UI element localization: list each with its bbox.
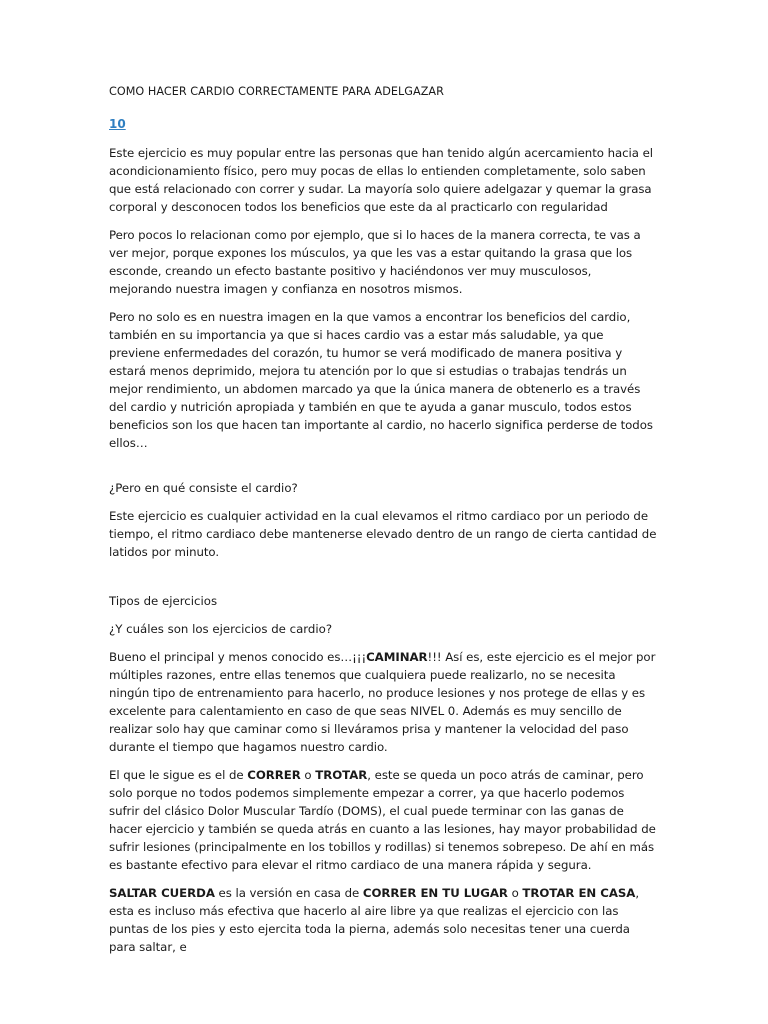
paragraph-jump-rope [109, 884, 657, 956]
paragraph-walking [109, 648, 657, 756]
text-run: o [507, 886, 523, 900]
bold-jump-rope: SALTAR CUERDA [109, 886, 215, 900]
text-run: es la versión en casa de [214, 886, 363, 900]
bold-run-in-place: CORRER EN TU LUGAR [362, 886, 508, 900]
page-number-link[interactable]: 10 [109, 117, 126, 131]
document-title: COMO HACER CARDIO CORRECTAMENTE PARA ADELGAZAR [109, 85, 444, 98]
text-run: , esta es incluso más efectiva que hacerlo al aire libre ya que realizas el ejercicio con las puntas de los pies y esto ejercita toda la pierna, además solo necesitas tener una cuerda para saltar, e [109, 886, 640, 954]
heading-which-exercises: ¿Y cuáles son los ejercicios de cardio? [109, 622, 333, 636]
text-run: Bueno el principal y menos conocido es…¡¡¡ [109, 650, 367, 664]
paragraph-running [109, 766, 657, 874]
text-run: El que le sigue es el de [109, 768, 248, 782]
bold-jog-at-home: TROTAR EN CASA [522, 886, 636, 900]
heading-what-is-cardio: ¿Pero en qué consiste el cardio? [109, 481, 298, 495]
text-run: . Además es muy sencillo de realizar solo hay que caminar como si lleváramos prisa y mantener la velocidad del paso durante el tiempo que hagamos nuestro cardio. [109, 704, 629, 754]
document-body [109, 84, 657, 966]
bold-walking: CAMINAR [366, 650, 428, 664]
text-run: , este se queda un poco atrás de caminar, pero solo porque no todos podemos simplemente empezar a correr, ya que hacerlo podemos sufrir del clásico Dolor Muscular Tardío (DOMS), el cual puede terminar con las ganas de hacer ejercicio y también se queda atrás en cuanto a las lesiones, hay mayor probabilidad de sufrir lesiones (principalmente en los tobillos y rodillas) si tenemos sobrepeso. De ahí en más es bastante efectivo para elevar el ritmo cardiaco de una manera rápida y segura. [109, 768, 656, 872]
paragraph-benefits-image: Pero pocos lo relacionan como por ejemplo, que si lo haces de la manera correcta, te vas a ver mejor, porque expones los músculos, ya que les vas a estar quitando la grasa que los esconde, creando un efecto bastante positivo y haciéndonos ver muy musculosos, mejorando nuestra imagen y confianza en nosotros mismos. [109, 228, 641, 296]
bold-running: CORRER [247, 768, 301, 782]
paragraph-benefits-health: Pero no solo es en nuestra imagen en la que vamos a encontrar los beneficios del cardio, también en su importancia ya que si haces cardio vas a estar más saludable, ya que previene enfermedades del corazón, tu humor se verá modificado de manera positiva y estará menos deprimido, mejora tu atención por lo que si estudias o trabajas tendrás un mejor rendimiento, un abdomen marcado ya que la única manera de obtenerlo es a través del cardio y nutrición apropiada y también en que te ayuda a ganar musculo, todos estos beneficios son los que hacen tan importante al cardio, no hacerlo significa perderse de todos ellos… [109, 310, 653, 450]
paragraph-intro: Este ejercicio es muy popular entre las personas que han tenido algún acercamiento hacia el acondicionamiento físico, pero muy pocas de ellas lo entienden completamente, solo saben que está relacionado con correr y sudar. La mayoría solo quiere adelgazar y quemar la grasa corporal y desconocen todos los beneficios que este da al practicarlo con regularidad [109, 146, 653, 214]
text-run: o [300, 768, 316, 782]
paragraph-cardio-definition: Este ejercicio es cualquier actividad en la cual elevamos el ritmo cardiaco por un periodo de tiempo, el ritmo cardiaco debe mantenerse elevado dentro de un rango de cierta cantidad de latidos por minuto. [109, 509, 657, 559]
bold-jogging: TROTAR [315, 768, 368, 782]
text-run: !!! Así es, este ejercicio es el mejor por múltiples razones, entre ellas tenemos que cualquiera puede realizarlo, no se necesita ningún tipo de entrenamiento para hacerlo, no produce lesiones y nos protege de ellas y es excelente para calentamiento en caso de que seas [109, 650, 656, 718]
text-run: NIVEL 0 [410, 704, 456, 718]
heading-exercise-types: Tipos de ejercicios [109, 594, 218, 608]
